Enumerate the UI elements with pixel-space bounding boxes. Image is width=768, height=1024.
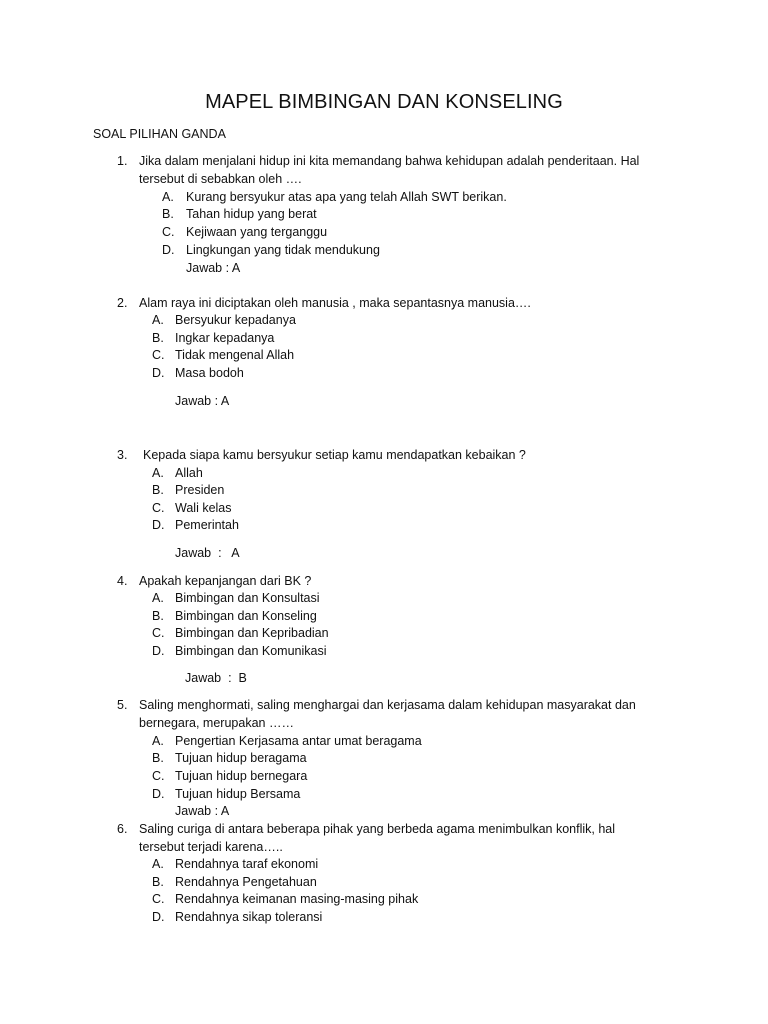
option-text: Tidak mengenal Allah [175,348,295,362]
option-letter: B. [152,483,164,497]
option-text: Bimbingan dan Kepribadian [175,626,329,640]
question-text: tersebut terjadi karena….. [139,840,283,854]
option-text: Allah [175,466,203,480]
option-letter: C. [152,769,165,783]
question-text: bernegara, merupakan …… [139,716,294,730]
option-letter: B. [162,207,174,221]
option-letter: B. [152,751,164,765]
option-text: Lingkungan yang tidak mendukung [186,243,380,257]
option-text: Rendahnya keimanan masing-masing pihak [175,892,419,906]
answer-text: Jawab : A [186,261,241,275]
option-letter: B. [152,875,164,889]
document-title: MAPEL BIMBINGAN DAN KONSELING [205,91,563,113]
option-letter: D. [152,366,165,380]
question-number: 6. [117,822,128,836]
option-text: Rendahnya taraf ekonomi [175,857,319,871]
option-text: Kejiwaan yang terganggu [186,225,328,239]
option-letter: A. [152,857,164,871]
question-number: 1. [117,154,128,168]
question-number: 2. [117,296,128,310]
option-text: Tujuan hidup bernegara [175,769,308,783]
question-text: Alam raya ini diciptakan oleh manusia , maka sepantasnya manusia…. [139,296,531,310]
question-text: Jika dalam menjalani hidup ini kita memandang bahwa kehidupan adalah penderitaan. Hal [139,154,640,168]
question-number: 4. [117,574,128,588]
option-letter: A. [152,734,164,748]
option-text: Masa bodoh [175,366,244,380]
option-text: Pemerintah [175,518,239,532]
option-letter: B. [152,609,164,623]
option-text: Tahan hidup yang berat [186,207,317,221]
option-letter: D. [152,644,165,658]
option-text: Bimbingan dan Komunikasi [175,644,327,658]
option-text: Pengertian Kerjasama antar umat beragama [175,734,422,748]
option-letter: C. [152,626,165,640]
answer-text: Jawab : A [175,804,230,818]
option-letter: A. [152,591,164,605]
question-text: tersebut di sebabkan oleh …. [139,172,302,186]
option-text: Presiden [175,483,225,497]
option-letter: C. [152,501,165,515]
option-letter: A. [152,313,164,327]
option-letter: B. [152,331,164,345]
section-heading: SOAL PILIHAN GANDA [93,127,226,141]
question-text: Apakah kepanjangan dari BK ? [139,574,312,588]
option-letter: D. [152,910,165,924]
question-text: Saling menghormati, saling menghargai dan kerjasama dalam kehidupan masyarakat dan [139,698,636,712]
option-letter: D. [152,787,165,801]
option-letter: C. [152,348,165,362]
answer-text: Jawab : B [185,671,247,685]
option-text: Bersyukur kepadanya [175,313,296,327]
option-text: Bimbingan dan Konseling [175,609,317,623]
option-text: Wali kelas [175,501,232,515]
option-letter: D. [162,243,175,257]
question-number: 3. [117,448,128,462]
option-text: Bimbingan dan Konsultasi [175,591,320,605]
option-letter: C. [162,225,175,239]
option-text: Ingkar kepadanya [175,331,275,345]
question-text: Saling curiga di antara beberapa pihak yang berbeda agama menimbulkan konflik, hal [139,822,616,836]
option-letter: C. [152,892,165,906]
answer-text: Jawab : A [175,546,240,560]
option-text: Kurang bersyukur atas apa yang telah Allah SWT berikan. [186,190,507,204]
question-text: Kepada siapa kamu bersyukur setiap kamu mendapatkan kebaikan ? [143,448,526,462]
option-letter: A. [162,190,174,204]
answer-text: Jawab : A [175,394,230,408]
option-letter: D. [152,518,165,532]
option-letter: A. [152,466,164,480]
option-text: Tujuan hidup Bersama [175,787,301,801]
option-text: Tujuan hidup beragama [175,751,307,765]
option-text: Rendahnya Pengetahuan [175,875,317,889]
option-text: Rendahnya sikap toleransi [175,910,323,924]
question-number: 5. [117,698,128,712]
